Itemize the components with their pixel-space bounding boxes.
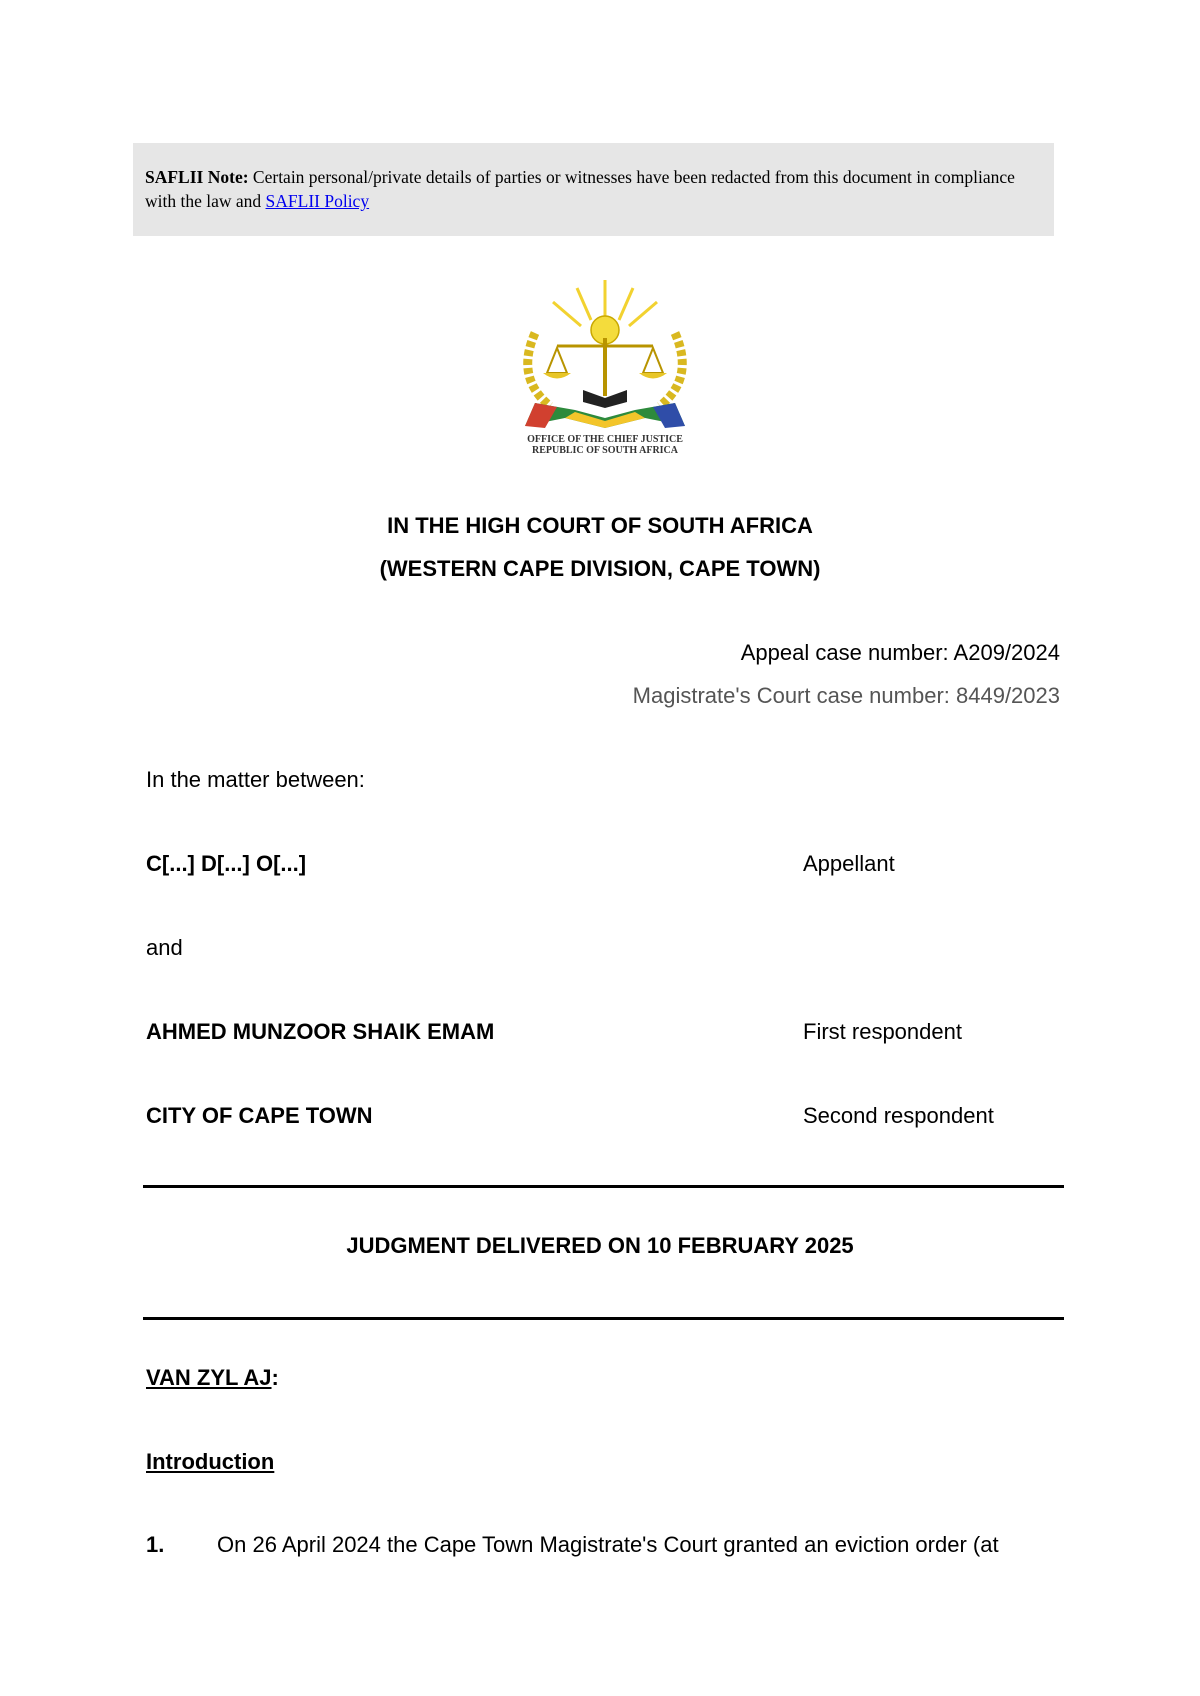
seal-text-line2: REPUBLIC OF SOUTH AFRICA — [531, 445, 679, 456]
appeal-case-number: Appeal case number: A209/2024 — [740, 640, 1060, 665]
saflii-note-box — [133, 143, 1054, 236]
chief-justice-seal — [495, 278, 715, 458]
appellant-name: C[...] D[...] O[...] — [146, 851, 307, 876]
note-label: SAFLII Note: — [145, 167, 249, 187]
first-respondent-role: First respondent — [803, 1019, 962, 1044]
introduction-heading: Introduction — [146, 1449, 275, 1474]
judge-colon: : — [271, 1365, 279, 1390]
matter-between: In the matter between: — [146, 767, 365, 792]
court-division: (WESTERN CAPE DIVISION, CAPE TOWN) — [379, 556, 821, 581]
paragraph-1-number: 1. — [146, 1532, 165, 1557]
court-title: IN THE HIGH COURT OF SOUTH AFRICA — [387, 513, 813, 538]
judge-name — [146, 1365, 279, 1391]
note-text: Certain personal/private details of parties or witnesses have been redacted from this document in compliance with the law and — [145, 167, 1015, 211]
magistrate-case-number: Magistrate's Court case number: 8449/2023 — [632, 683, 1060, 708]
saflii-policy-link[interactable]: SAFLII Policy — [265, 191, 370, 211]
second-respondent-role: Second respondent — [803, 1103, 994, 1128]
divider-top — [143, 1185, 1064, 1188]
divider-bottom — [143, 1317, 1064, 1320]
second-respondent-name: CITY OF CAPE TOWN — [146, 1103, 373, 1128]
first-respondent-name: AHMED MUNZOOR SHAIK EMAM — [146, 1019, 495, 1044]
paragraph-1-text: On 26 April 2024 the Cape Town Magistrate's Court granted an eviction order (at — [217, 1532, 999, 1557]
appellant-role: Appellant — [803, 851, 895, 876]
seal-text-line1: OFFICE OF THE CHIEF JUSTICE — [527, 434, 683, 445]
and-text: and — [146, 935, 183, 960]
judgment-heading: JUDGMENT DELIVERED ON 10 FEBRUARY 2025 — [346, 1233, 854, 1258]
judge-name-text: VAN ZYL AJ — [146, 1365, 272, 1390]
